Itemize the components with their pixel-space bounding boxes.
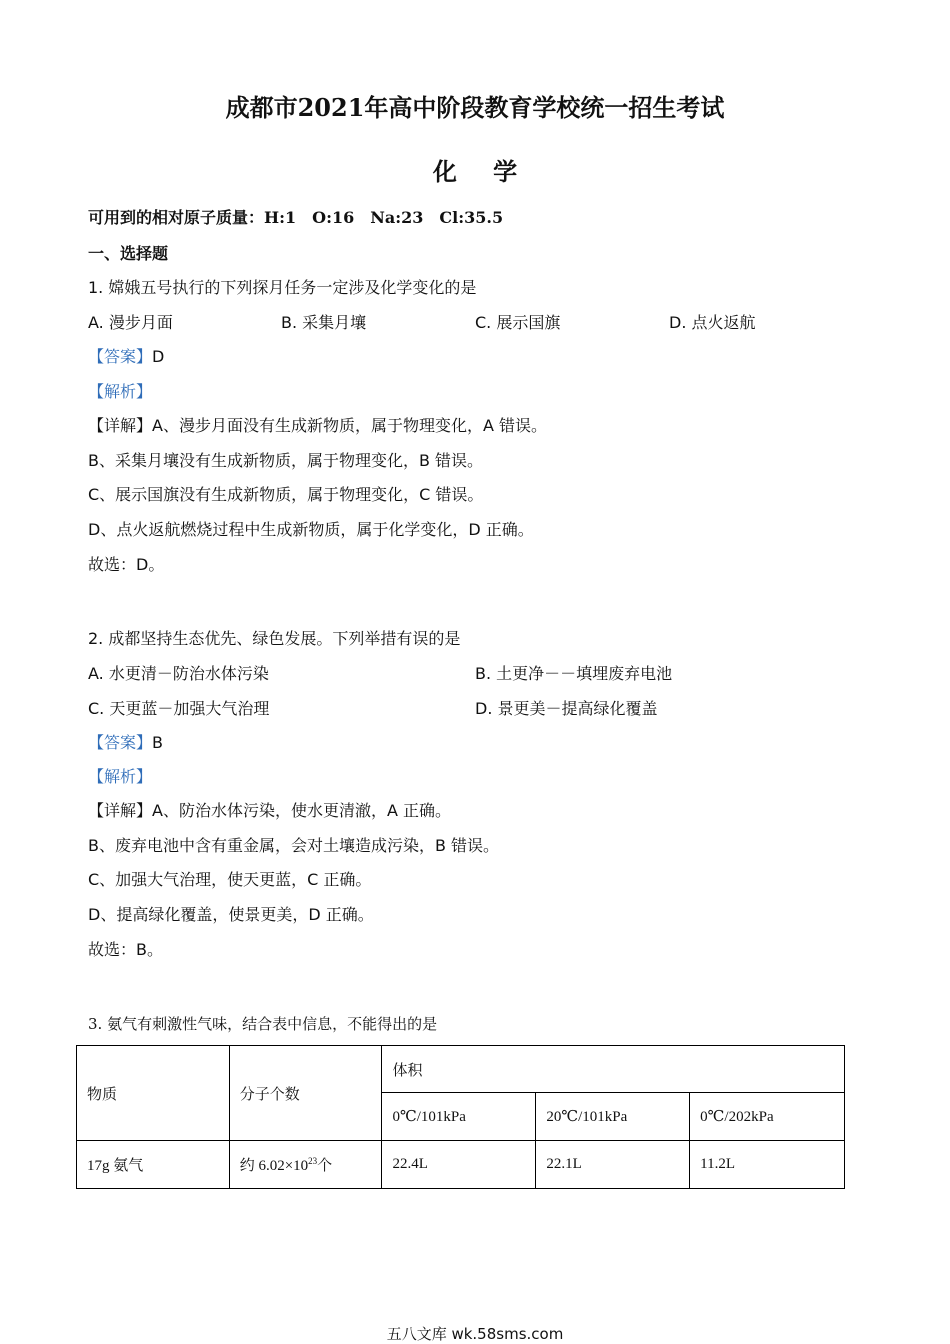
header-substance: 物质 xyxy=(77,1046,230,1141)
header-volume: 体积 xyxy=(382,1046,845,1093)
q1-conclusion: 故选：D。 xyxy=(88,555,165,574)
count-suffix: 个 xyxy=(317,1158,333,1174)
q2-detail-3: C、加强大气治理，使天更蓝，C 正确。 xyxy=(88,870,372,889)
cell-volume-3: 11.2L xyxy=(690,1141,845,1189)
q1-detail-text-1: A、漫步月面没有生成新物质，属于物理变化，A 错误。 xyxy=(152,416,547,435)
q2-option-d: D. 景更美－提高绿化覆盖 xyxy=(475,699,658,718)
section-heading: 一、选择题 xyxy=(88,244,169,263)
cell-volume-2: 22.1L xyxy=(536,1141,690,1189)
q1-stem: 1. 嫦娥五号执行的下列探月任务一定涉及化学变化的是 xyxy=(88,278,477,297)
q1-analysis-tag: 【解析】 xyxy=(88,382,153,401)
q1-option-a: A. 漫步月面 xyxy=(88,313,173,332)
q1-detail-4: D、点火返航燃烧过程中生成新物质，属于化学变化，D 正确。 xyxy=(88,520,534,539)
q2-answer-tag: 【答案】 xyxy=(88,733,153,752)
exam-title: 成都市2021年高中阶段教育学校统一招生考试 xyxy=(225,93,725,122)
atomic-masses: 可用到的相对原子质量：H:1 O:16 Na:23 Cl:35.5 xyxy=(88,208,504,227)
q2-conclusion: 故选：B。 xyxy=(88,940,163,959)
q1-detail-3: C、展示国旗没有生成新物质，属于物理变化，C 错误。 xyxy=(88,485,484,504)
q2-answer-value: B xyxy=(152,733,163,752)
subject-title: 化 学 xyxy=(432,157,532,186)
q2-analysis-tag: 【解析】 xyxy=(88,767,153,786)
footer-watermark: 五八文库 wk.58sms.com xyxy=(386,1325,564,1343)
q1-option-d: D. 点火返航 xyxy=(669,313,756,332)
q2-detail-1 xyxy=(88,800,451,822)
cell-molecule-count xyxy=(229,1141,382,1189)
header-volume-0c-101kpa: 0℃/101kPa xyxy=(382,1093,536,1141)
cell-volume-1: 22.4L xyxy=(382,1141,536,1189)
header-molecule-count: 分子个数 xyxy=(229,1046,382,1141)
q2-answer xyxy=(88,732,163,754)
q1-detail-tag: 【详解】 xyxy=(88,416,153,435)
q1-option-b: B. 采集月壤 xyxy=(281,313,367,332)
q2-stem: 2. 成都坚持生态优先、绿色发展。下列举措有误的是 xyxy=(88,629,461,648)
header-volume-0c-202kpa: 0℃/202kPa xyxy=(690,1093,845,1141)
q1-answer-tag: 【答案】 xyxy=(88,347,153,366)
q1-option-c: C. 展示国旗 xyxy=(475,313,561,332)
cell-substance: 17g 氨气 xyxy=(77,1141,230,1189)
q1-answer xyxy=(88,346,164,368)
count-prefix: 约 6.02×10 xyxy=(239,1158,309,1174)
q2-detail-4: D、提高绿化覆盖，使景更美，D 正确。 xyxy=(88,905,374,924)
count-exponent: 23 xyxy=(308,1156,318,1166)
ammonia-data-table xyxy=(76,1045,845,1189)
q2-detail-2: B、废弃电池中含有重金属，会对土壤造成污染，B 错误。 xyxy=(88,836,500,855)
q1-detail-1 xyxy=(88,415,547,437)
q2-detail-text-1: A、防治水体污染，使水更清澈，A 正确。 xyxy=(152,801,451,820)
q1-answer-value: D xyxy=(152,347,165,366)
q3-stem: 3. 氨气有刺激性气味，结合表中信息，不能得出的是 xyxy=(88,1015,438,1033)
q2-option-a: A. 水更清－防治水体污染 xyxy=(88,664,269,683)
q2-option-b: B. 土更净－－填埋废弃电池 xyxy=(475,664,673,683)
header-volume-20c-101kpa: 20℃/101kPa xyxy=(536,1093,690,1141)
q2-option-c: C. 天更蓝－加强大气治理 xyxy=(88,699,270,718)
q1-detail-2: B、采集月壤没有生成新物质，属于物理变化，B 错误。 xyxy=(88,451,484,470)
q2-detail-tag: 【详解】 xyxy=(88,801,153,820)
